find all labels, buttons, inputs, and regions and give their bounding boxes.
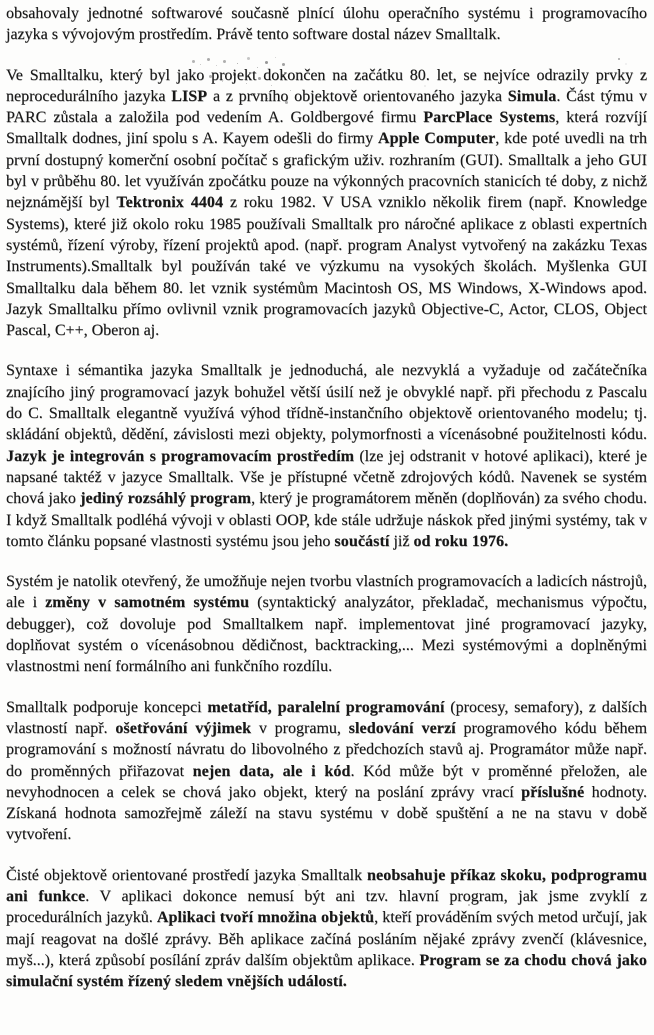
text-run: Smalltalk podporuje koncepci [6,698,208,716]
text-run: Syntaxe i sémantika jazyka Smalltalk je jednoduchá, ale nezvyklá a vyžaduje od začátečníka znajícího jiný programovací jazyk bohužel větší úsilí než je obvyklé např. při přechodu z Pascalu do C. Smalltalk elegantně využívá výhod třídně-instančního objektově orientovaného modelu; tj. skládání objektů, dědění, závislosti mezi objekty, polymorfnosti a vícenásobné použitelnosti kódu. [6,362,647,444]
bold-phrase: nejen data, ale i kód [192,762,351,780]
bold-phrase: ParcPlace Systems [423,109,556,127]
text-run: z roku 1982. V USA vzniklo několik firem (např. Knowledge Systems), které již okolo roku 1985 používali Smalltalk pro náročné aplikace z oblasti expertních systémů, řízení výroby, řízení projektů apod. (např. program Analyst vytvořený na zakázku Texas Instruments).Smalltalk byl používán také ve výzkumu na vysokých školách. Myšlenka GUI Smalltalku dala během 80. let vznik systémům Macintosh OS, MS Windows, X-Windows apod. Jazyk Smalltalku přímo ovlivnil vznik programovacích jazyků Objective-C, Actor, CLOS, Object Pascal, C++, Oberon aj. [6,194,648,340]
text-run: Systém je natolik otevřený, že umožňuje nejen tvorbu vlastních programovacích a ladicích nástrojů, ale i [6,573,647,612]
bold-phrase: Jazyk je integrován s programovacím prostředím [6,447,355,465]
bold-phrase: jediný rozsáhlý program [80,490,252,508]
text-run: Čisté objektově orientované prostředí jazyka Smalltalk [6,866,368,884]
text-run: a z prvního objektově orientovaného jazyka [207,87,508,105]
text-run: již [389,532,414,550]
bold-phrase: Program se za chodu chová jako simulační systém řízený sledem vnějších událostí. [6,951,648,991]
bold-phrase: příslušné [521,783,585,801]
bold-phrase: změny v samotném systému [45,594,250,612]
paragraph [6,697,647,846]
bold-phrase: sledování verzí [348,719,456,737]
paragraph [6,3,647,46]
text-run: v programu, [251,719,349,737]
bold-phrase: Apple Computer [377,130,496,148]
bold-phrase: LISP [171,87,208,105]
bold-phrase: Simula [507,87,557,105]
text-run: Ve Smalltalku, který byl jako projekt dokončen na začátku 80. let, se nejvíce odrazily prvky z neprocedurálního jazyka [6,66,647,105]
bold-phrase: součástí [334,532,390,550]
bold-phrase: metatříd, paralelní programování [207,698,445,716]
text-run: , kteří prováděním svých metod určují, jak mají reagovat na došlé zprávy. Běh aplikace začíná posláním nějaké zprávy zvenčí (klávesnice, myš...), která způsobí posílání zpráv dalším objektům aplikace. [6,909,647,969]
bold-phrase: ošetřování výjimek [115,719,252,737]
paragraph [6,65,647,342]
paragraph [6,865,647,993]
text-run: (procesy, semafory), z dalších vlastností např. [6,698,648,737]
text-run: (syntaktický analyzátor, překladač, mechanismus výpočtu, debugger), což dovoluje pod Smalltalkem např. implementovat jiné programovací jazyky, doplňovat systém o vícenásobnou dědičnost, backtracking,... Mezi systémovými a doplněnými vlastnostmi není formálního ani funkčního rozdílu. [6,594,647,676]
text-run: programového kódu během programování s možností návratu do libovolného z předchozích stavů aj. Programátor může např. do proměnných přiřazovat [6,719,648,780]
text-run: , kde poté uvedli na trh první dostupný komerční osobní počítač s grafickým uživ. rozhraním (GUI). Smalltalk a jeho GUI byl v průběhu 80. let využíván zpočátku pouze na výkonných pracovních stanicích té doby, z nichž nejznámější byl [6,130,648,212]
text-run: obsahovaly jednotné softwarové současně plnící úlohu operačního systému i programovacího jazyka s vývojovým prostředím. Právě tento software dostal název Smalltalk. [6,5,647,44]
text-run: , která rozvíjí Smalltalk dodnes, jiní spolu s A. Kayem odešli do firmy [6,109,647,148]
text-run: . V aplikaci dokonce nemusí být ani tzv. hlavní program, jak jsme zvyklí z procedurálních jazyků. [6,887,647,927]
text-run: (lze jej odstranit v hotové aplikaci), které je napsané taktéž v jazyce Smalltalk. Vše je přístupné včetně zdrojových kódů. Navenek se systém chová jako [6,447,647,508]
text-run: . Část týmu v PARC zůstala a založila pod vedením A. Goldbergové firmu [6,87,647,127]
text-run: , který je programátorem měněn (doplňován) za svého chodu. I když Smalltalk podléhá vývoji v oblasti OOP, kde stále udržuje náskok před jinými systémy, tak v tomto článku popsané vlastnosti systému jsou jeho [6,490,647,550]
bold-phrase: od roku 1976. [413,532,509,550]
bold-phrase: Aplikaci tvoří množina objektů [156,909,375,927]
paragraph [6,360,647,552]
bold-phrase: Tektronix 4404 [116,194,224,212]
bold-phrase: neobsahuje příkaz skoku, podprogramu ani funkce [6,866,647,905]
text-run: . Kód může být v proměnné přeložen, ale nevyhodnocen a celek se chová jako objekt, který na poslání zprávy vrací [6,762,648,801]
text-run: hodnoty. Získaná hodnota samozřejmě záleží na stavu systému v době spuštění a ne na stavu v době vytvoření. [6,783,648,844]
paragraph [6,571,647,677]
